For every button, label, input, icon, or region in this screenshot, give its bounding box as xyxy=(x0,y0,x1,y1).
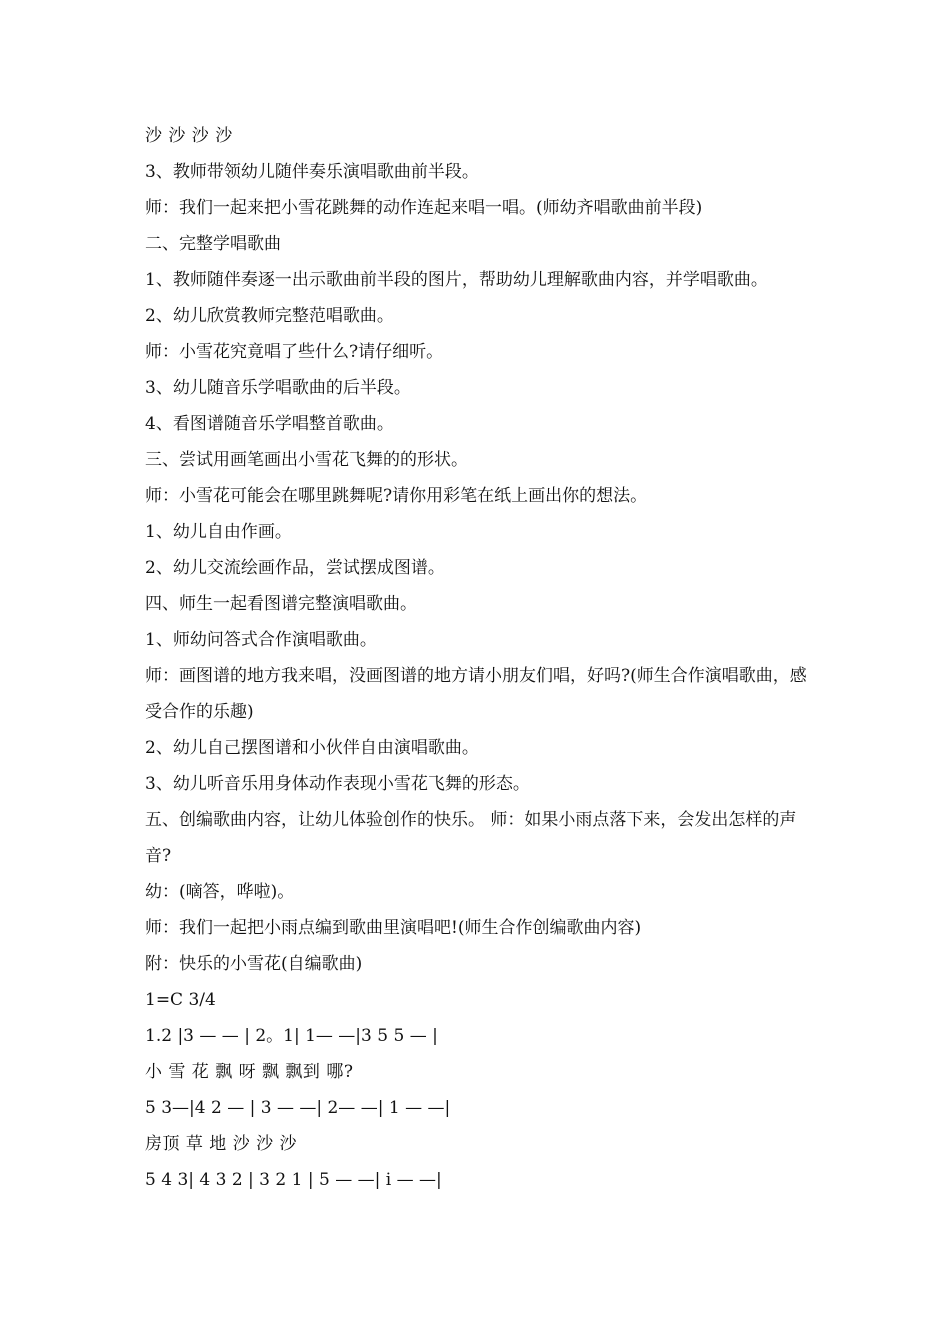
step-line: 1、幼儿自由作画。 xyxy=(145,522,292,542)
step-line: 1、师幼问答式合作演唱歌曲。 xyxy=(145,630,377,650)
notation-line: 1.2 |3 — — | 2。1| 1— —|3 5 5 — | xyxy=(145,1026,438,1046)
lyric-line: 小 雪 花 飘 呀 飘 飘到 哪? xyxy=(145,1062,354,1082)
step-line: 1、教师随伴奏逐一出示歌曲前半段的图片，帮助幼儿理解歌曲内容，并学唱歌曲。 xyxy=(145,270,768,290)
step-line: 3、幼儿听音乐用身体动作表现小雪花飞舞的形态。 xyxy=(145,774,530,794)
section-heading: 二、完整学唱歌曲 xyxy=(145,234,281,254)
step-line: 2、幼儿欣赏教师完整范唱歌曲。 xyxy=(145,306,394,326)
step-line: 2、幼儿自己摆图谱和小伙伴自由演唱歌曲。 xyxy=(145,738,479,758)
teacher-line: 师：小雪花究竟唱了些什么?请仔细听。 xyxy=(145,342,444,362)
section-heading: 四、师生一起看图谱完整演唱歌曲。 xyxy=(145,594,417,614)
key-signature: 1=C 3/4 xyxy=(145,990,216,1010)
lyric-line: 房顶 草 地 沙 沙 沙 xyxy=(145,1134,298,1154)
teacher-line: 师：小雪花可能会在哪里跳舞呢?请你用彩笔在纸上画出你的想法。 xyxy=(145,486,648,506)
lyric-line: 沙 沙 沙 沙 xyxy=(145,126,233,146)
child-line: 幼：(嘀答，哗啦)。 xyxy=(145,882,295,902)
document-body xyxy=(145,118,810,1198)
step-line: 4、看图谱随音乐学唱整首歌曲。 xyxy=(145,414,394,434)
notation-line: 5 4 3| 4 3 2 | 3 2 1 | 5 — —| i — —| xyxy=(145,1170,442,1190)
section-heading: 三、尝试用画笔画出小雪花飞舞的的形状。 xyxy=(145,450,468,470)
step-line: 3、教师带领幼儿随伴奏乐演唱歌曲前半段。 xyxy=(145,162,479,182)
teacher-line: 师：我们一起把小雨点编到歌曲里演唱吧!(师生合作创编歌曲内容) xyxy=(145,918,642,938)
notation-line: 5 3—|4 2 — | 3 — —| 2— —| 1 — —| xyxy=(145,1098,451,1118)
teacher-line: 师：画图谱的地方我来唱，没画图谱的地方请小朋友们唱，好吗?(师生合作演唱歌曲，感受合作的乐趣) xyxy=(145,666,807,722)
section-heading: 五、创编歌曲内容，让幼儿体验创作的快乐。 师：如果小雨点落下来，会发出怎样的声音? xyxy=(145,810,797,866)
step-line: 3、幼儿随音乐学唱歌曲的后半段。 xyxy=(145,378,411,398)
teacher-line: 师：我们一起来把小雪花跳舞的动作连起来唱一唱。(师幼齐唱歌曲前半段) xyxy=(145,198,703,218)
appendix-title: 附：快乐的小雪花(自编歌曲) xyxy=(145,954,363,974)
step-line: 2、幼儿交流绘画作品，尝试摆成图谱。 xyxy=(145,558,445,578)
